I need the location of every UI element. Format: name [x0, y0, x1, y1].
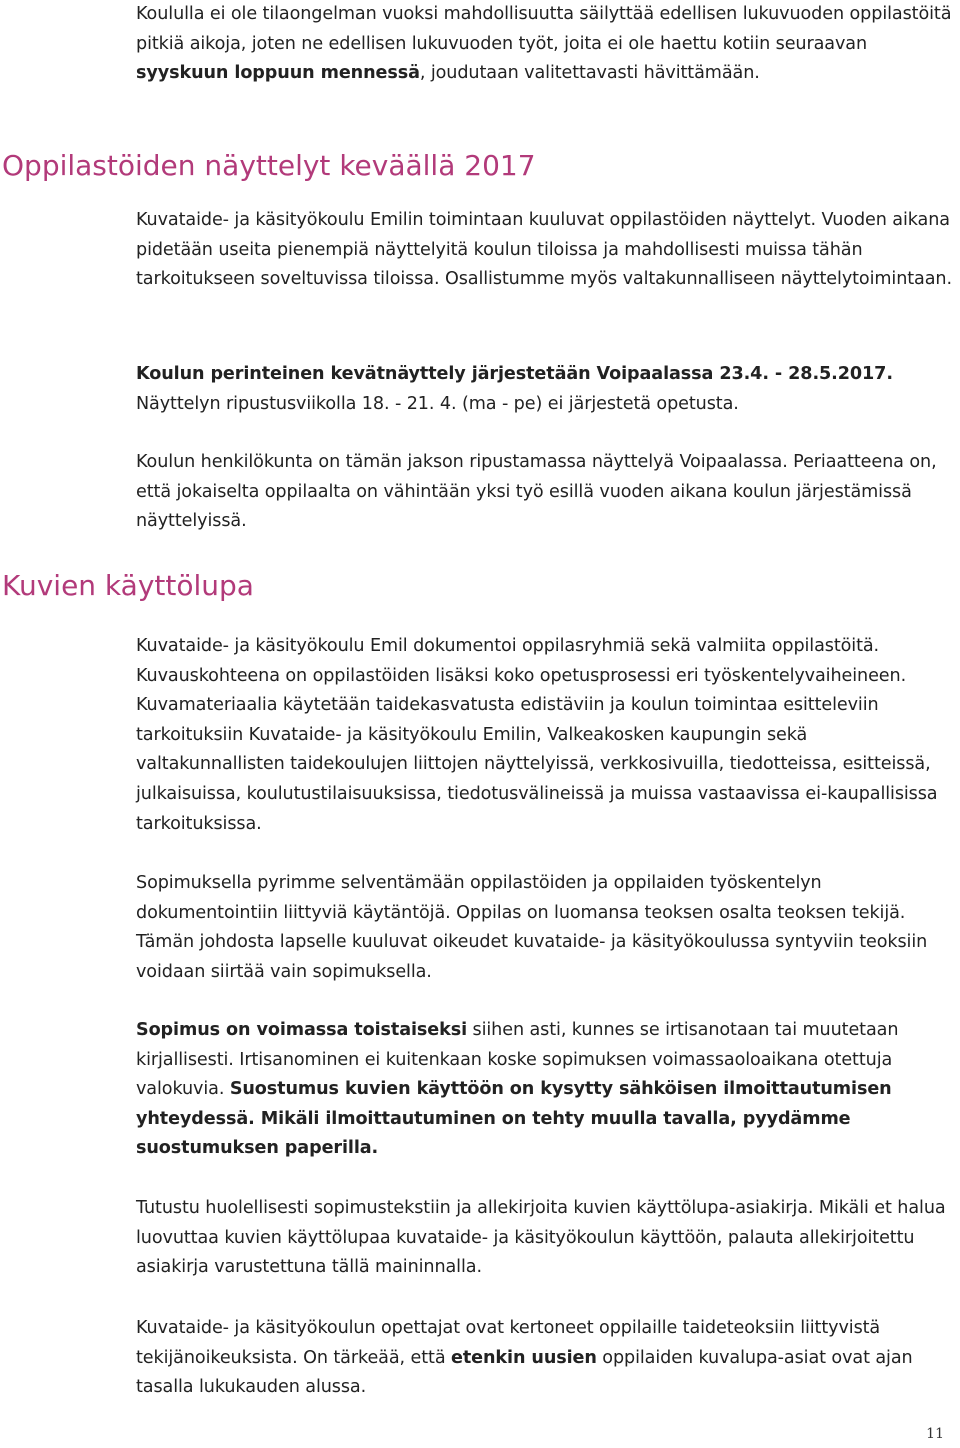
emphasis-text: etenkin uusien [451, 1347, 597, 1368]
deadline-text: syyskuun loppuun mennessä [136, 63, 420, 84]
paragraph-sign-instructions: Tutustu huolellisesti sopimustekstiin ja allekirjoita kuvien käyttölupa-asiakirja. Mikäli et halua luovuttaa kuvien käyttölupaa kuvataide- ja käsityökoulun käyttöön, palauta allekirjoitettu asiakirja varustettuna tällä maininnalla. [136, 1198, 946, 1278]
paragraph-agreement: Sopimuksella pyrimme selventämään oppilastöiden ja oppilaiden työskentelyn dokumentointiin liittyviä käytäntöjä. Oppilas on luomansa teoksen osalta teoksen tekijä. Tämän johdosta lapselle kuuluvat oikeudet kuvataide- ja käsityökoulussa syntyviin teoksiin voidaan siirtää vain sopimuksella. [136, 873, 928, 982]
paragraph-work-storage [136, 0, 954, 89]
page-number: 11 [926, 1426, 944, 1442]
exhibition-dates-text: Koulun perinteinen kevätnäyttely järjestetään Voipaalassa 23.4. - 28.5.2017. [136, 364, 893, 384]
paragraph-documentation: Kuvataide- ja käsityökoulu Emil dokumentoi oppilasryhmiä sekä valmiita oppilastöitä. Kuvauskohteena on oppilastöiden lisäksi koko opetusprosessi eri työskentelyvaiheineen. Kuvamateriaalia käytetään taidekasvatusta edistäviin ja koulun toimintaa esitteleviin tarkoituksiin Kuvataide- ja käsityökoulu Emilin, Valkeakosken kaupungin sekä valtakunnallisten taidekoulujen liittojen näyttelyissä, verkkosivuilla, tiedotteissa, esitteissä, julkaisuissa, koulutustilaisuuksissa, tiedotusvälineissä ja muissa vastaavissa ei-kaupallisissa tarkoituksissa. [136, 636, 938, 834]
consent-bold-text: Suostumus kuvien käyttöön on kysytty sähköisen ilmoittautumisen yhteydessä. Mikäli ilmoittautuminen on tehty muulla tavalla, pyydämme suostumuksen paperilla. [136, 1079, 892, 1159]
paragraph-text: Näyttelyn ripustusviikolla 18. - 21. 4. (ma - pe) ei järjestetä opetusta. [136, 393, 739, 414]
paragraph-text: siihen asti, kunnes se irtisanotaan tai muutetaan kirjallisesti. Irtisanominen ei kuitenkaan koske sopimuksen voimassaoloaikana otettuja valokuvia. [136, 1020, 899, 1100]
paragraph-text: , joudutaan valitettavasti hävittämään. [419, 63, 760, 84]
paragraph-text: oppilaiden kuvalupa-asiat ovat ajan tasalla lukukauden alussa. [136, 1347, 913, 1398]
paragraph-spring-exhibition [136, 360, 954, 419]
paragraph-text: Koululla ei ole tilaongelman vuoksi mahdollisuutta säilyttää edellisen lukuvuoden oppilastöitä pitkiä aikoja, joten ne edellisen lukuvuoden työt, joita ei ole haettu kotiin seuraavan [136, 4, 952, 54]
paragraph-validity [136, 1016, 954, 1164]
heading-exhibitions: Oppilastöiden näyttelyt keväällä 2017 [2, 149, 536, 182]
paragraph-staff-note: Koulun henkilökunta on tämän jakson ripustamassa näyttelyä Voipaalassa. Periaatteena on, että jokaiselta oppilaalta on vähintään yksi työ esillä vuoden aikana koulun järjestämissä näyttelyissä. [136, 452, 937, 532]
validity-bold-text: Sopimus on voimassa toistaiseksi [136, 1020, 468, 1040]
paragraph-exhibitions-intro: Kuvataide- ja käsityökoulu Emilin toimintaan kuuluvat oppilastöiden näyttelyt. Vuoden aikana pidetään useita pienempiä näyttelyitä koulun tiloissa ja mahdollisesti muissa tähän tarkoitukseen soveltuvissa tiloissa. Osallistumme myös valtakunnalliseen näyttelytoimintaan. [136, 210, 952, 290]
paragraph-text: Kuvataide- ja käsityökoulun opettajat ovat kertoneet oppilaille taideteoksiin liittyvistä tekijänoikeuksista. On tärkeää, että [136, 1318, 881, 1368]
paragraph-copyright [136, 1314, 954, 1403]
heading-image-permission: Kuvien käyttölupa [2, 569, 254, 602]
